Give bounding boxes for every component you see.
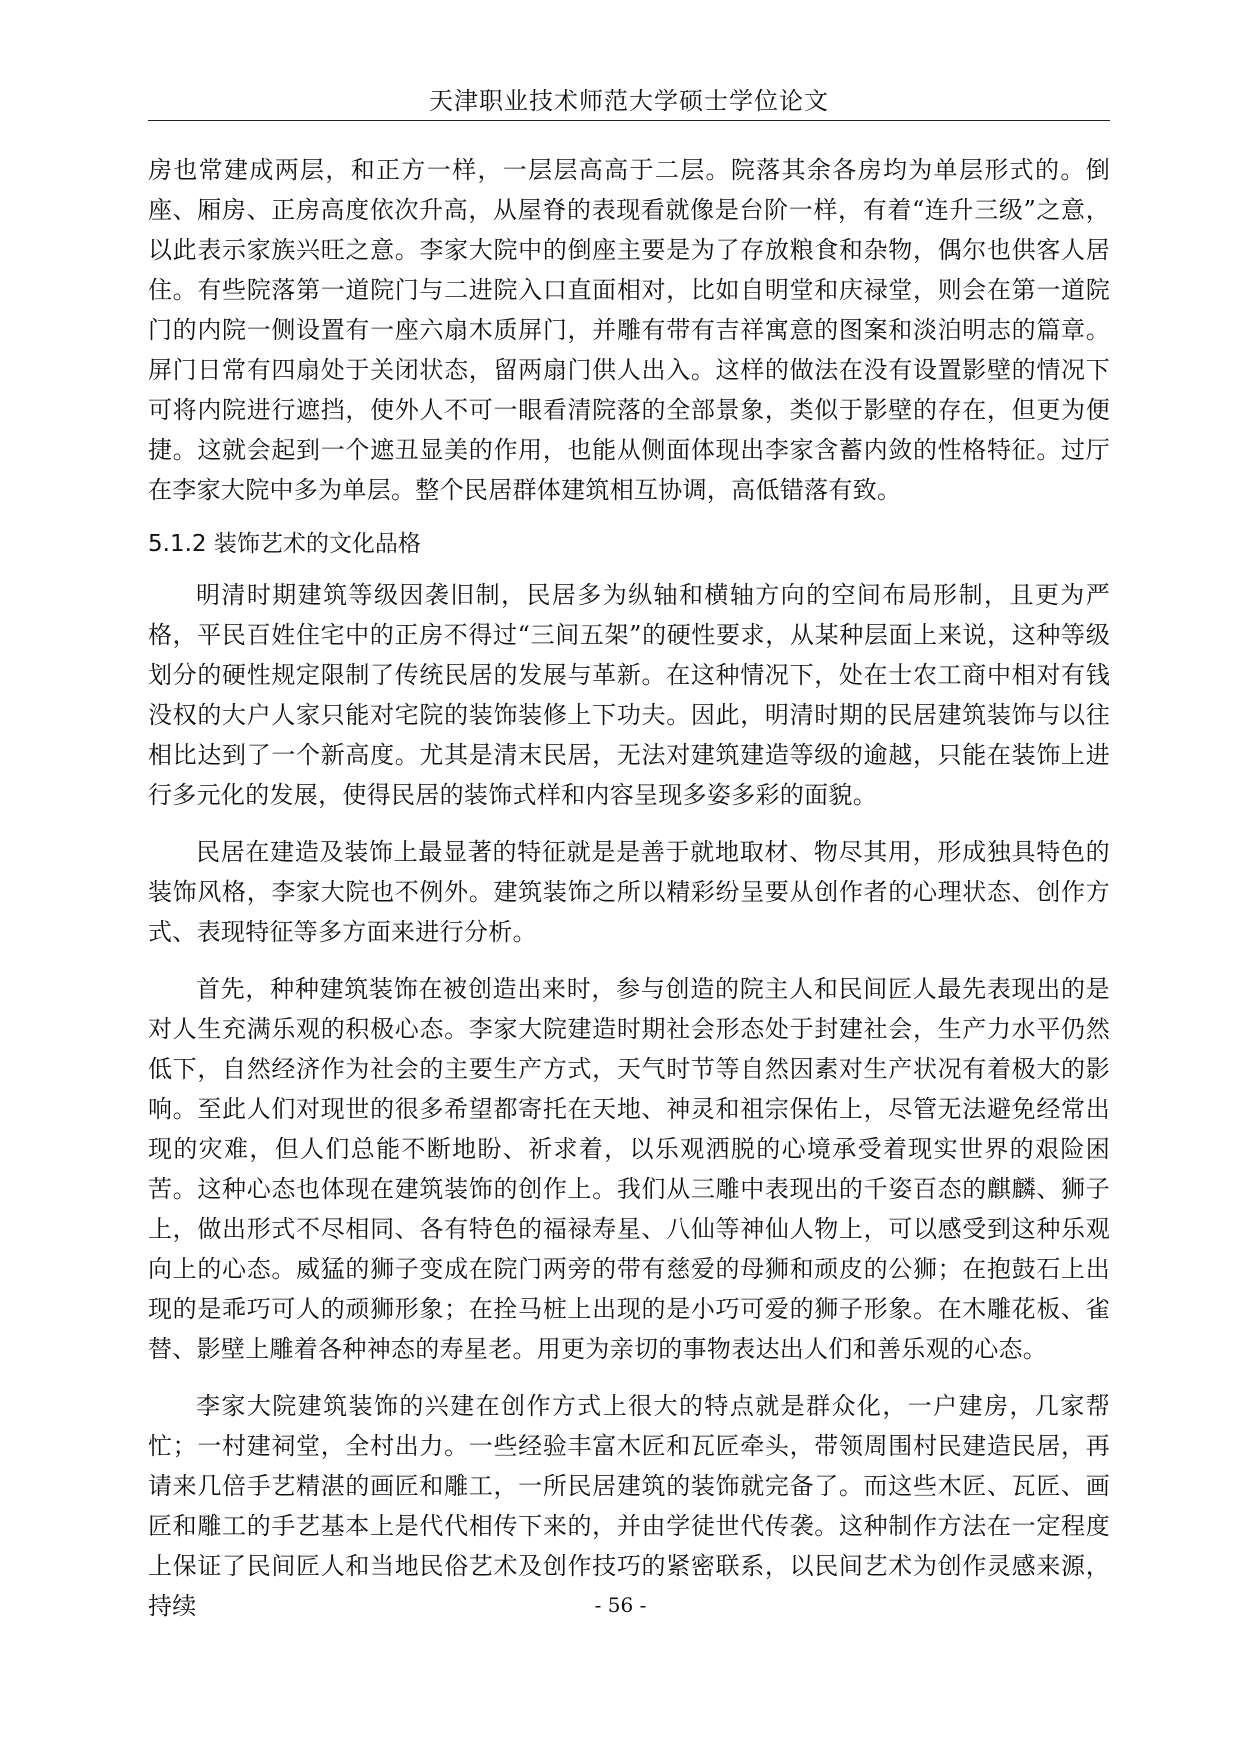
paragraph-1: 明清时期建筑等级因袭旧制，民居多为纵轴和横轴方向的空间布局形制，且更为严格，平民百姓住宅中的正房不得过“三间五架”的硬性要求，从某种层面上来说，这种等级划分的硬性规定限制了传统民居的发展与革新。在这种情况下，处在士农工商中相对有钱没权的大户人家只能对宅院的装饰装修上下功夫。因此，明清时期的民居建筑装饰与以往相比达到了一个新高度。尤其是清末民居，无法对建筑建造等级的逾越，只能在装饰上进行多元化的发展，使得民居的装饰式样和内容呈现多姿多彩的面貌。 [148,581,1110,809]
header-rule [148,120,1110,121]
paragraph-3: 首先，种种建筑装饰在被创造出来时，参与创造的院主人和民间匠人最先表现出的是对人生充满乐观的积极心态。李家大院建造时期社会形态处于封建社会，生产力水平仍然低下，自然经济作为社会的主要生产方式，天气时节等自然因素对生产状况有着极大的影响。至此人们对现世的很多希望都寄托在天地、神灵和祖宗保佑上，尽管无法避免经常出现的灾难，但人们总能不断地盼、祈求着，以乐观洒脱的心境承受着现实世界的艰险困苦。这种心态也体现在建筑装饰的创作上。我们从三雕中表现出的千姿百态的麒麟、狮子上，做出形式不尽相同、各有特色的福禄寿星、八仙等神仙人物上，可以感受到这种乐观向上的心态。威猛的狮子变成在院门两旁的带有慈爱的母狮和顽皮的公狮；在抱鼓石上出现的是乖巧可人的顽狮形象；在拴马桩上出现的是小巧可爱的狮子形象。在木雕花板、雀替、影壁上雕着各种神态的寿星老。用更为亲切的事物表达出人们和善乐观的心态。 [148,975,1110,1363]
paragraph-continued: 房也常建成两层，和正方一样，一层层高高于二层。院落其余各房均为单层形式的。倒座、厢房、正房高度依次升高，从屋脊的表现看就像是台阶一样，有着“连升三级”之意，以此表示家族兴旺之意。李家大院中的倒座主要是为了存放粮食和杂物，偶尔也供客人居住。有些院落第一道院门与二进院入口直面相对，比如自明堂和庆禄堂，则会在第一道院门的内院一侧设置有一座六扇木质屏门，并雕有带有吉祥寓意的图案和淡泊明志的篇章。屏门日常有四扇处于关闭状态，留两扇门供人出入。这样的做法在没有设置影壁的情况下可将内院进行遮挡，使外人不可一眼看清院落的全部景象，类似于影壁的存在，但更为便捷。这就会起到一个遮丑显美的作用，也能从侧面体现出李家含蓄内敛的性格特征。过厅在李家大院中多为单层。整个民居群体建筑相互协调，高低错落有致。 [148,156,1110,504]
paragraph-2: 民居在建造及装饰上最显著的特征就是是善于就地取材、物尽其用，形成独具特色的装饰风格，李家大院也不例外。建筑装饰之所以精彩纷呈要从创作者的心理状态、创作方式、表现特征等多方面来进行分析。 [148,838,1110,946]
running-header: 天津职业技术师范大学硕士学位论文 [429,87,829,115]
section-heading: 5.1.2 装饰艺术的文化品格 [148,531,421,557]
paragraph-4: 李家大院建筑装饰的兴建在创作方式上很大的特点就是群众化，一户建房，几家帮忙；一村建祠堂，全村出力。一些经验丰富木匠和瓦匠牵头，带领周围村民建造民居，再请来几倍手艺精湛的画匠和雕工，一所民居建筑的装饰就完备了。而这些木匠、瓦匠、画匠和雕工的手艺基本上是代代相传下来的，并由学徒世代传袭。这种制作方法在一定程度上保证了民间匠人和当地民俗艺术及创作技巧的紧密联系，以民间艺术为创作灵感来源，持续 [148,1392,1110,1620]
page-number: - 56 - [594,1593,647,1617]
body-text [148,150,1110,1643]
